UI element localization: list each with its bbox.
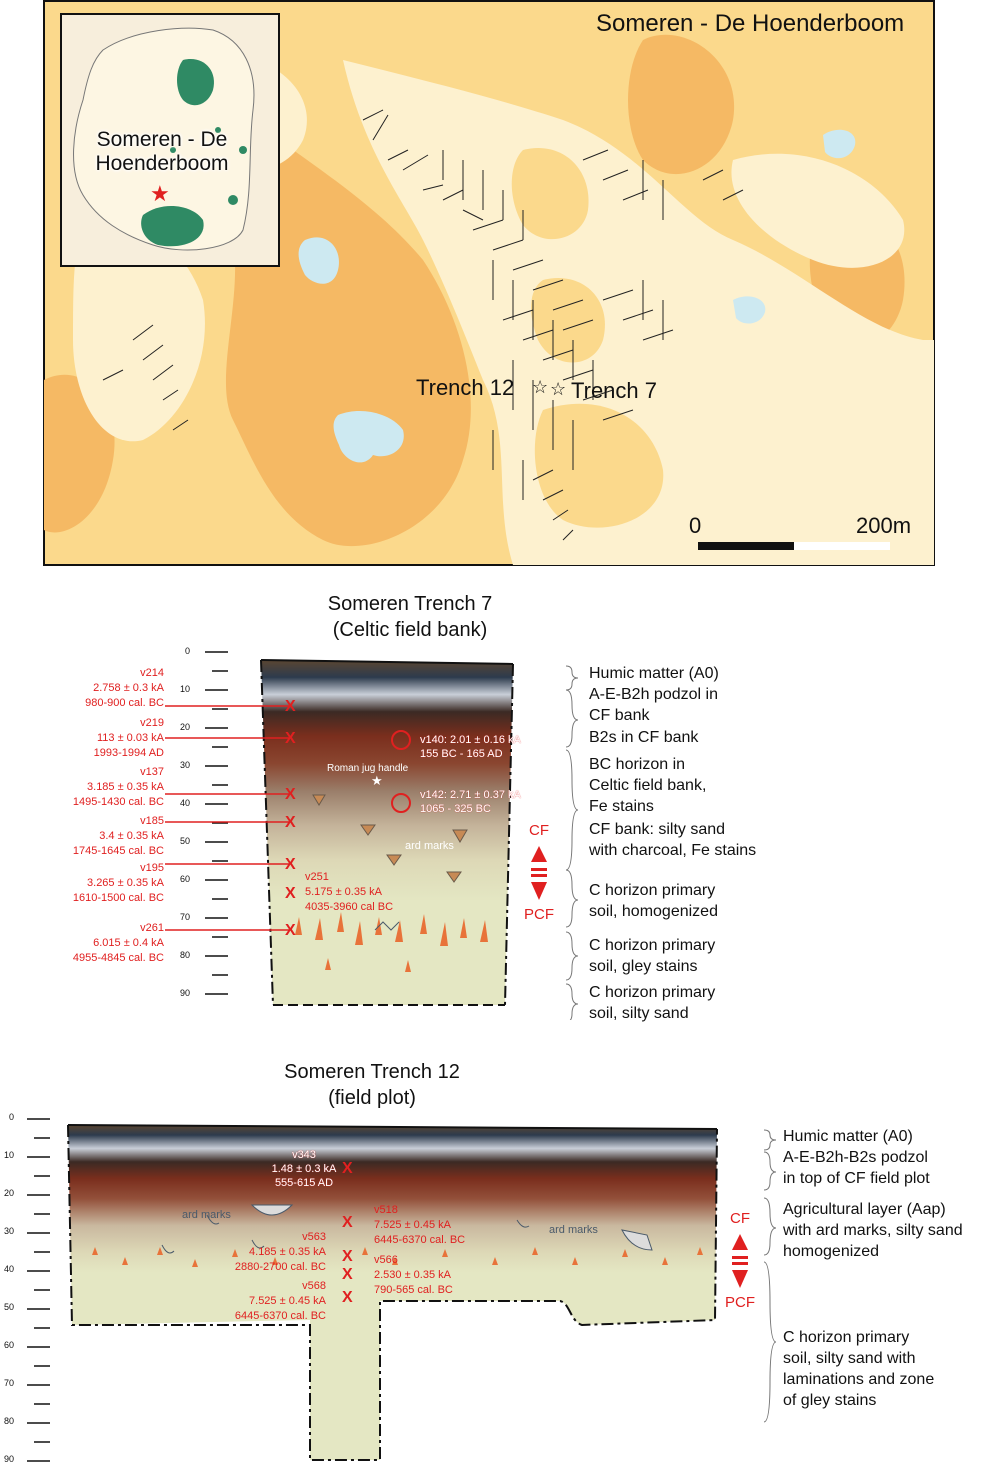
t12-x-marker: X [342,1289,353,1306]
t12-tick-label: 60 [3,1340,14,1350]
trench7-subtitle: (Celtic field bank) [332,619,488,641]
trench12-label: Trench 12 [416,375,515,400]
t7-sample-v214: v214 2.758 ± 0.3 kA 980-900 cal. BC [85,667,164,709]
site-map [43,0,935,566]
t12-horizon-podzol: A-E-B2h-B2s podzol in top of CF field plot [783,1149,930,1187]
t7-x-marker: X [285,856,296,873]
t12-horizon-c: C horizon primary soil, silty sand with laminations and zone of gley stains [783,1329,935,1409]
t7-cf-arrows [527,842,551,906]
t7-sample-v185: v185 3.4 ± 0.35 kA 1745-1645 cal. BC [72,815,164,857]
t12-sample-v566: v566 2.530 ± 0.35 kA 790-565 cal. BC [374,1254,453,1296]
t12-sample-v568: v568 7.525 ± 0.45 kA 6445-6370 cal. BC [234,1280,326,1322]
t12-tick-label: 90 [3,1454,14,1464]
t7-horizon-bc: BC horizon in Celtic field bank, Fe stains [589,756,707,815]
trench12-title-line: Someren Trench 12 [284,1061,460,1083]
t12-pcf-label: PCF [725,1294,755,1311]
t7-x-marker: X [285,786,296,803]
t12-cf-label: CF [730,1210,750,1227]
t7-ard-marks-label: ard marks [405,840,454,852]
t7-horizon-cf-bank: CF bank: silty sand with charcoal, Fe stains [589,821,757,859]
trench12-title [232,1059,512,1111]
t7-horizon-c-homog: C horizon primary soil, homogenized [589,882,718,920]
t7-tick-label: 90 [179,988,190,998]
t12-cf-arrows [728,1230,752,1294]
t12-tick-label: 30 [3,1226,14,1236]
t7-roman-jug-label: Roman jug handle [327,763,409,774]
t7-tick-label: 70 [179,912,190,922]
t7-sample-v195: v195 3.265 ± 0.35 kA 1610-1500 cal. BC [72,862,164,904]
t7-tick-label: 50 [179,836,190,846]
trench7-label: Trench 7 [571,378,658,403]
t7-tick-label: 0 [184,646,190,656]
t7-tick-label: 10 [179,684,190,694]
trench12-subtitle: (field plot) [328,1087,416,1109]
t7-horizon-c-silty: C horizon primary soil, silty sand [589,984,716,1022]
t7-pcf-label: PCF [524,906,554,923]
t12-sample-v563: v563 4.185 ± 0.35 kA 2880-2700 cal. BC [234,1231,326,1273]
t7-x-marker: X [285,698,296,715]
map-title: Someren - De Hoenderboom [596,10,905,37]
trench7-title-line: Someren Trench 7 [327,593,493,615]
inset-site-label: Someren - De Hoenderboom [95,128,229,175]
t7-x-marker: X [285,814,296,831]
t7-tick-label: 40 [179,798,190,808]
t12-tick-label: 10 [3,1150,14,1160]
t12-sample-v343: v343 1.48 ± 0.3 kA 555-615 AD [271,1149,337,1189]
t7-sample-v219: v219 113 ± 0.03 kA 1993-1994 AD [93,717,164,759]
t12-x-marker: X [342,1266,353,1283]
trench7-horizon-braces [562,660,582,1020]
t12-tick-label: 20 [3,1188,14,1198]
t12-x-marker: X [342,1248,353,1265]
t12-tick-label: 50 [3,1302,14,1312]
t7-sample-v261: v261 6.015 ± 0.4 kA 4955-4845 cal. BC [72,922,164,964]
t7-sample-v137: v137 3.185 ± 0.35 kA 1495-1430 cal. BC [72,766,164,808]
t7-sample-v251: v251 5.175 ± 0.35 kA 4035-3960 cal BC [305,871,394,913]
t12-tick-label: 70 [3,1378,14,1388]
site-star-icon: ★ [150,181,170,206]
t7-x-marker: X [285,885,296,902]
t12-horizon-aap: Agricultural layer (Aap) with ard marks, silty sand homogenized [783,1201,963,1260]
t7-tick-label: 30 [179,760,190,770]
t12-ard-marks-right: ard marks [549,1224,598,1236]
t7-horizon-c-gley: C horizon primary soil, gley stains [589,937,716,975]
t7-horizon-humic: Humic matter (A0) [589,665,719,682]
t7-horizon-b2s: B2s in CF bank [589,729,699,746]
trench7-title [270,591,550,643]
t12-x-marker: X [342,1160,353,1177]
t7-sample-v140: v140: 2.01 ± 0.16 kA 155 BC - 165 AD [420,734,521,760]
scale-start: 0 [689,513,702,538]
t12-ard-marks-left: ard marks [182,1209,231,1221]
t7-cf-label: CF [529,822,549,839]
t7-x-marker: X [285,922,296,939]
t7-tick-label: 20 [179,722,190,732]
t7-x-marker: X [285,730,296,747]
t12-tick-label: 80 [3,1416,14,1426]
t12-horizon-humic: Humic matter (A0) [783,1128,913,1145]
trench7-star-icon: ☆ [550,379,567,399]
scale-end: 200m [856,513,912,538]
t7-roman-star-icon: ★ [371,773,383,788]
trench12-star-icon: ☆ [532,377,549,397]
t7-tick-label: 60 [179,874,190,884]
t7-sample-v142: v142: 2.71 ± 0.37 kA 1065 - 325 BC [420,789,521,815]
t12-x-marker: X [342,1214,353,1231]
t7-horizon-podzol: A-E-B2h podzol in CF bank [589,686,718,724]
t12-tick-label: 40 [3,1264,14,1274]
t12-tick-label: 0 [8,1112,14,1122]
trench12-tick-marks [22,1112,62,1472]
trench12-horizon-braces [760,1126,780,1446]
t7-tick-label: 80 [179,950,190,960]
t12-sample-v518: v518 7.525 ± 0.45 kA 6445-6370 cal. BC [374,1204,466,1246]
